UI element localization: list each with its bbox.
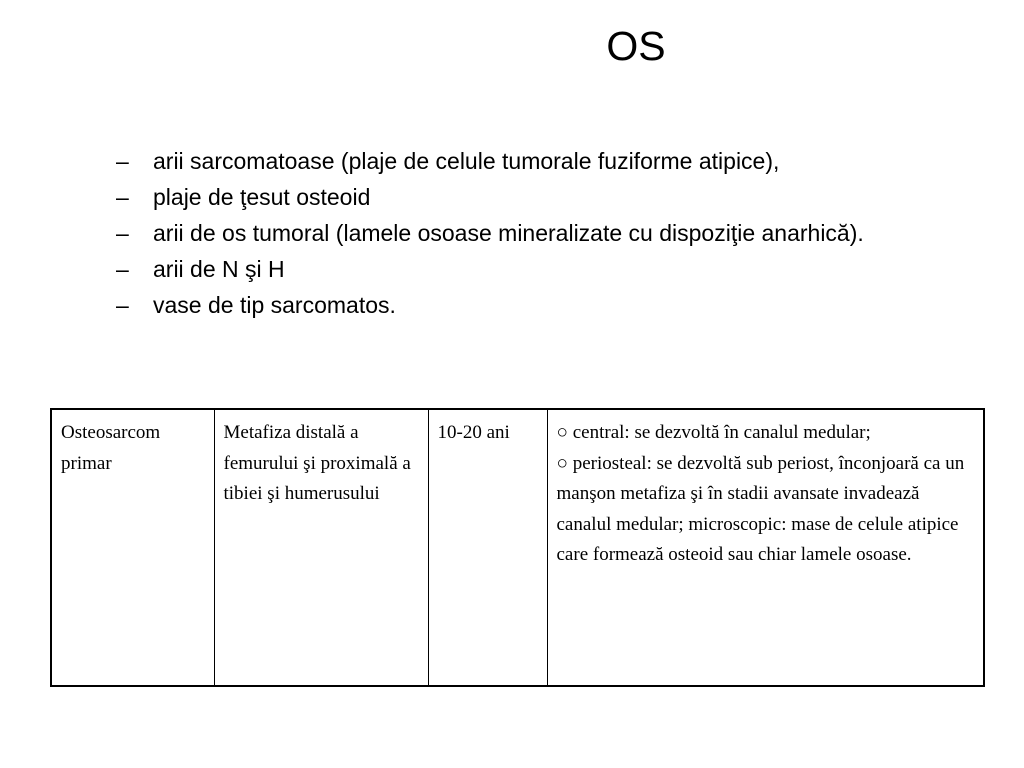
bullet-text: arii sarcomatoase (plaje de celule tumorale fuziforme atipice),: [153, 148, 780, 174]
bullet-text: vase de tip sarcomatos.: [153, 292, 396, 318]
bullet-dash: –: [116, 292, 129, 318]
bullet-text: plaje de ţesut osteoid: [153, 184, 371, 210]
bullet-dash: –: [116, 256, 129, 282]
slide-title: OS: [606, 23, 666, 69]
description-central: ○ central: se dezvoltă în canalul medular;: [556, 422, 871, 443]
table-row: [51, 409, 984, 686]
bullet-item: [116, 184, 946, 210]
bullet-item: [116, 256, 946, 282]
description-periosteal: ○ periosteal: se dezvoltă sub periost, înconjoară ca un manşon metafiza şi în stadii avansate invadează canalul medular; microscopic: mase de celule atipice care formează osteoid sau chiar lamele osoase.: [556, 452, 965, 565]
bullet-text: arii de N şi H: [153, 256, 285, 282]
bullet-item: [116, 292, 946, 318]
bullet-item: [116, 148, 946, 174]
table-cell-type: Osteosarcom primar: [51, 409, 214, 686]
bullet-dash: –: [116, 148, 129, 174]
bullet-text: arii de os tumoral (lamele osoase mineralizate cu dispoziţie anarhică).: [153, 220, 864, 246]
osteosarcoma-table: [50, 408, 985, 687]
bullet-dash: –: [116, 184, 129, 210]
bullet-dash: –: [116, 220, 129, 246]
table-cell-location: Metafiza distală a femurului şi proximală a tibiei şi humerusului: [214, 409, 428, 686]
table-cell-description: [547, 409, 984, 686]
bullet-list: [116, 148, 946, 328]
table-cell-age: 10-20 ani: [428, 409, 547, 686]
bullet-item: [116, 220, 946, 246]
